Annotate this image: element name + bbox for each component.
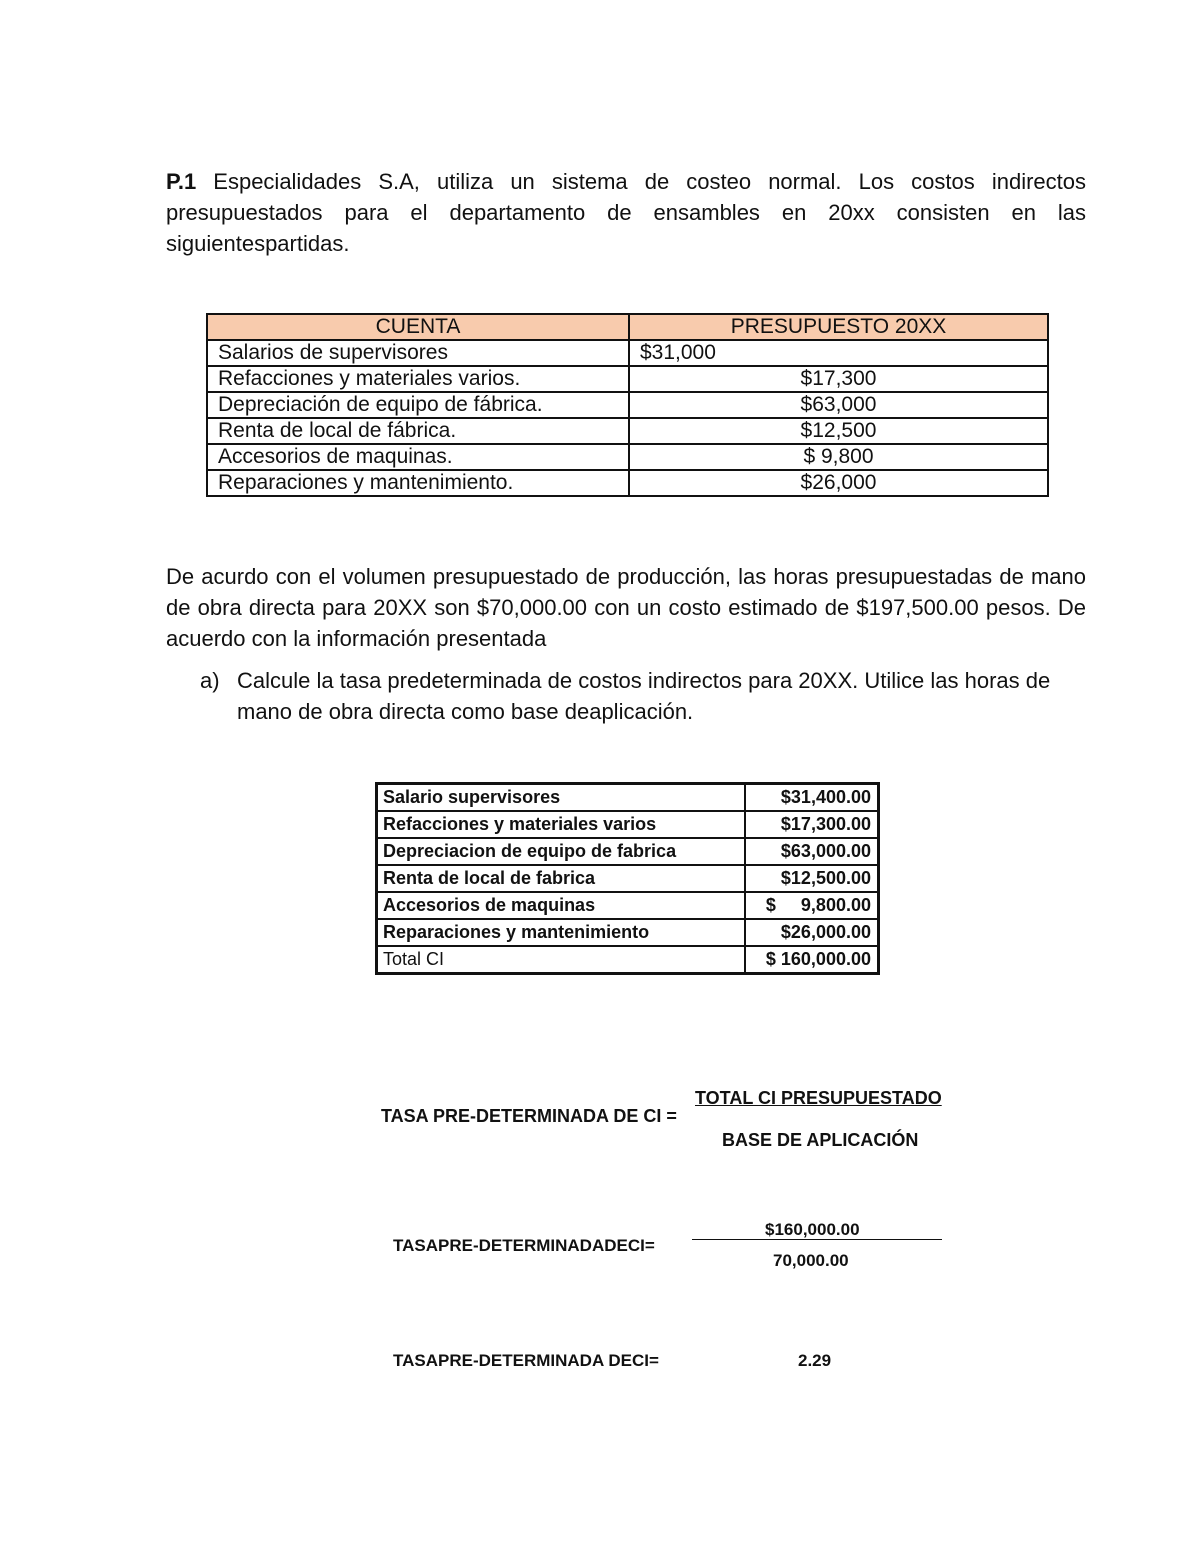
ci-amount-cell: $ 9,800.00 — [745, 892, 879, 919]
formula2-denominator: 70,000.00 — [773, 1251, 849, 1270]
ci-label-cell: Salario supervisores — [377, 784, 746, 812]
header-presupuesto: PRESUPUESTO 20XX — [629, 314, 1048, 340]
problem-label: P.1 — [166, 169, 197, 194]
amount-cell: $63,000 — [629, 392, 1048, 418]
ci-amount-cell: $26,000.00 — [745, 919, 879, 946]
table-row — [377, 865, 879, 892]
table-row — [377, 892, 879, 919]
amount-cell: $31,000 — [629, 340, 1048, 366]
intro-text: Especialidades S.A, utiliza un sistema de costeo normal. Los costos indirectos presupuestados para el departamento de ensambles en 20xx consisten en las siguientespartidas. — [166, 169, 1086, 256]
formula2-lhs: TASAPRE-DETERMINADADECI= — [393, 1236, 655, 1255]
amount-cell: $26,000 — [629, 470, 1048, 496]
table-row — [377, 784, 879, 812]
formula2-numerator: $160,000.00 — [765, 1220, 860, 1239]
ci-label-cell: Depreciacion de equipo de fabrica — [377, 838, 746, 865]
ci-label-cell: Reparaciones y mantenimiento — [377, 919, 746, 946]
total-amount: $ 160,000.00 — [745, 946, 879, 974]
total-row — [377, 946, 879, 974]
fraction-line — [692, 1239, 942, 1240]
ci-label-cell: Refacciones y materiales varios — [377, 811, 746, 838]
ci-label-cell: Accesorios de maquinas — [377, 892, 746, 919]
table-row — [377, 838, 879, 865]
account-cell: Depreciación de equipo de fábrica. — [207, 392, 629, 418]
table-row — [207, 470, 1048, 496]
ci-amount-cell: $12,500.00 — [745, 865, 879, 892]
header-cuenta: CUENTA — [207, 314, 629, 340]
total-label: Total CI — [377, 946, 746, 974]
amount-cell: $17,300 — [629, 366, 1048, 392]
ci-table — [375, 782, 880, 975]
table-row — [207, 340, 1048, 366]
table-row — [207, 418, 1048, 444]
list-item-a — [200, 665, 1090, 727]
table-row — [207, 392, 1048, 418]
list-marker: a) — [200, 668, 220, 693]
budget-table — [206, 313, 1049, 497]
formula3-result: 2.29 — [798, 1351, 832, 1370]
budget-header-row — [207, 314, 1048, 340]
ci-label-cell: Renta de local de fabrica — [377, 865, 746, 892]
intro-paragraph — [166, 166, 1086, 259]
amount-cell: $12,500 — [629, 418, 1048, 444]
production-paragraph: De acurdo con el volumen presupuestado de producción, las horas presupuestadas de mano de obra directa para 20XX son $70,000.00 con un costo estimado de $197,500.00 pesos. De acuerdo con la información presentada — [166, 564, 1086, 651]
table-row — [207, 366, 1048, 392]
ci-amount-cell: $17,300.00 — [745, 811, 879, 838]
ci-amount-cell: $63,000.00 — [745, 838, 879, 865]
formula1-numerator: TOTAL CI PRESUPUESTADO — [695, 1088, 942, 1108]
account-cell: Renta de local de fábrica. — [207, 418, 629, 444]
list-item-text: Calcule la tasa predeterminada de costos indirectos para 20XX. Utilice las horas de mano de obra directa como base deaplicación. — [237, 668, 1051, 724]
formula1-denominator: BASE DE APLICACIÓN — [722, 1130, 919, 1150]
account-cell: Reparaciones y mantenimiento. — [207, 470, 629, 496]
account-cell: Refacciones y materiales varios. — [207, 366, 629, 392]
formula3-lhs: TASAPRE-DETERMINADA DECI= — [393, 1351, 659, 1370]
table-row — [207, 444, 1048, 470]
table-row — [377, 811, 879, 838]
account-cell: Salarios de supervisores — [207, 340, 629, 366]
amount-cell: $ 9,800 — [629, 444, 1048, 470]
table-row — [377, 919, 879, 946]
ci-amount-cell: $31,400.00 — [745, 784, 879, 812]
account-cell: Accesorios de maquinas. — [207, 444, 629, 470]
formula1-lhs: TASA PRE-DETERMINADA DE CI = — [381, 1106, 677, 1126]
